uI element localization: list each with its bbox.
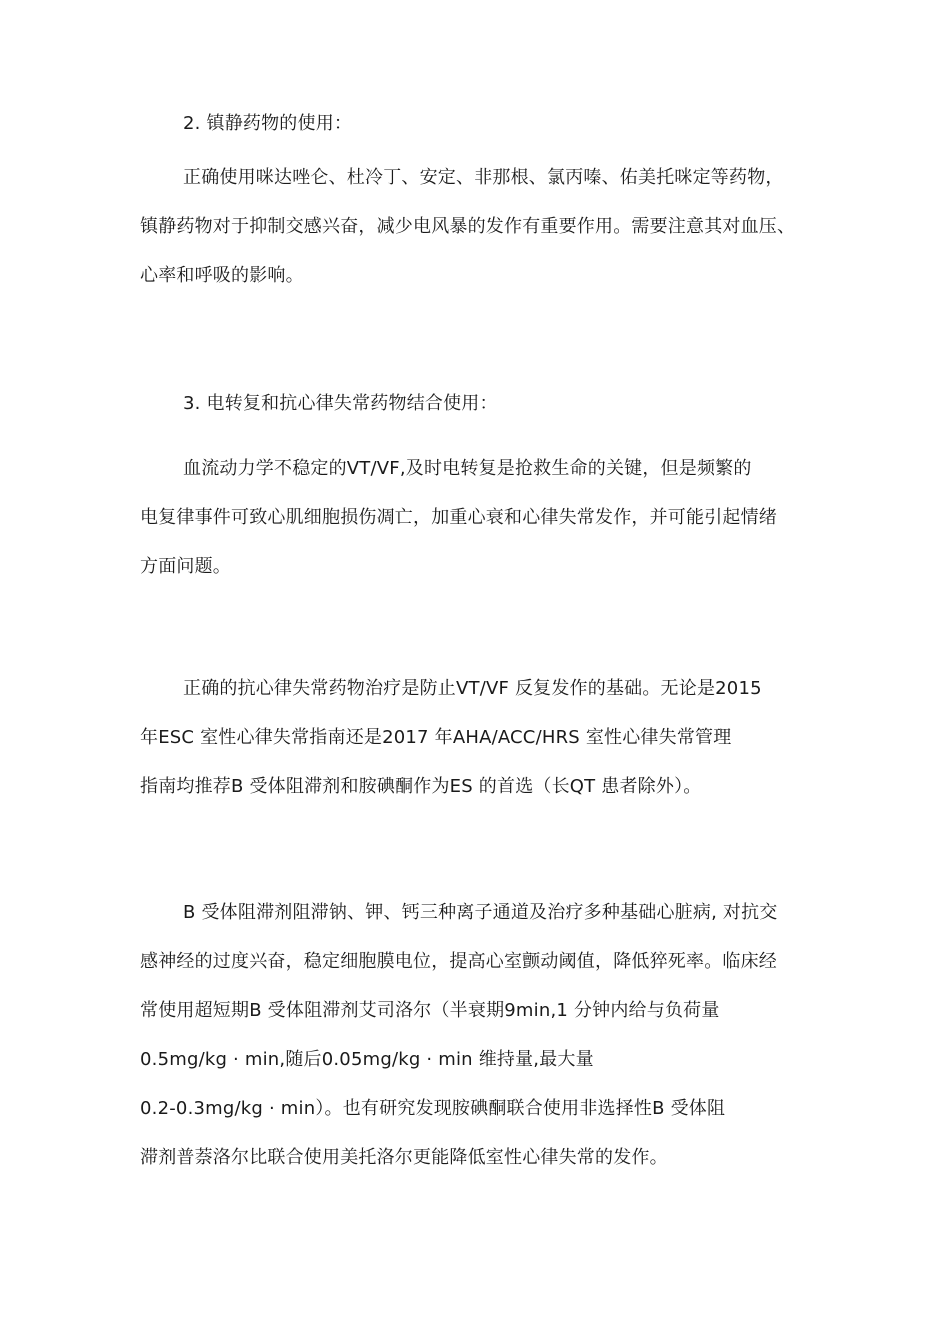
paragraph-line: 电复律事件可致心肌细胞损伤凋亡，加重心衰和心律失常发作，并可能引起情绪 xyxy=(140,507,777,528)
paragraph-line: 正确使用咪达唑仑、杜冷丁、安定、非那根、氯丙嗪、佑美托咪定等药物， xyxy=(183,167,784,188)
paragraph-line: 指南均推荐B 受体阻滞剂和胺碘酮作为ES 的首选（长QT 患者除外）。 xyxy=(140,776,702,797)
section-heading-3: 3. 电转复和抗心律失常药物结合使用： xyxy=(183,393,498,414)
paragraph-line: 0.2-0.3mg/kg · min）。也有研究发现胺碘酮联合使用非选择性B 受体阻 xyxy=(140,1098,726,1119)
section-heading-2: 2. 镇静药物的使用： xyxy=(183,113,353,134)
paragraph-line: 0.5mg/kg · min,随后0.05mg/kg · min 维持量,最大量 xyxy=(140,1049,594,1070)
paragraph-line: 正确的抗心律失常药物治疗是防止VT/VF 反复发作的基础。无论是2015 xyxy=(183,678,762,699)
paragraph-line: 方面问题。 xyxy=(140,556,231,577)
paragraph-line: 感神经的过度兴奋，稳定细胞膜电位，提高心室颤动阈值，降低猝死率。临床经 xyxy=(140,951,777,972)
paragraph-line: 年ESC 室性心律失常指南还是2017 年AHA/ACC/HRS 室性心律失常管理 xyxy=(140,727,732,748)
paragraph-line: B 受体阻滞剂阻滞钠、钾、钙三种离子通道及治疗多种基础心脏病, 对抗交 xyxy=(183,902,778,923)
paragraph-line: 心率和呼吸的影响。 xyxy=(140,265,304,286)
paragraph-line: 滞剂普萘洛尔比联合使用美托洛尔更能降低室性心律失常的发作。 xyxy=(140,1147,668,1168)
paragraph-line: 常使用超短期B 受体阻滞剂艾司洛尔（半衰期9min,1 分钟内给与负荷量 xyxy=(140,1000,720,1021)
paragraph-line: 血流动力学不稳定的VT/VF,及时电转复是抢救生命的关键，但是频繁的 xyxy=(183,458,752,479)
paragraph-line: 镇静药物对于抑制交感兴奋，减少电风暴的发作有重要作用。需要注意其对血压、 xyxy=(140,216,796,237)
